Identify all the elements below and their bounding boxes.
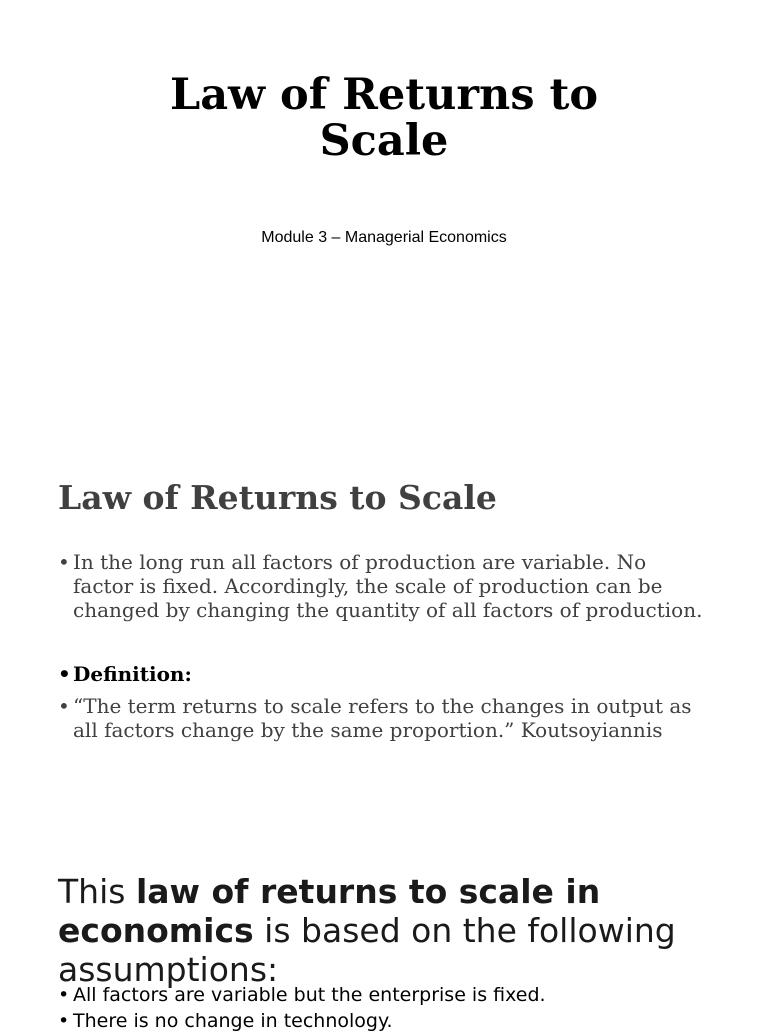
assumptions-list <box>58 984 738 1036</box>
assumption-text: There is no change in technology. <box>73 1010 393 1032</box>
assumption-item <box>58 984 738 1007</box>
bullet-definition-label <box>58 662 708 686</box>
bullet-dot: • <box>58 694 70 718</box>
slide-title <box>0 0 768 420</box>
slide-subtitle: Module 3 – Managerial Economics <box>261 229 507 246</box>
assumption-text: All factors are variable but the enterprise is fixed. <box>73 984 546 1006</box>
title-line-2: Scale <box>319 116 449 166</box>
heading-bold-text: law of returns to scale in economics <box>58 872 601 950</box>
definition-label: Definition: <box>73 662 192 686</box>
heading-text-2: is based on the following assumptions: <box>58 911 676 989</box>
slide2-title: Law of Returns to Scale <box>58 478 497 517</box>
bullet-long-run <box>58 550 708 622</box>
slide-title-heading <box>0 72 768 164</box>
quote-text: “The term returns to scale refers to the changes in output as all factors change by the same proportion.” Koutsoyiannis <box>73 694 692 742</box>
heading-text-1: This <box>58 872 136 911</box>
bullet-dot: • <box>58 1010 70 1032</box>
slide2-bullet-list <box>58 550 708 742</box>
slide-assumptions <box>0 860 768 1032</box>
title-line-1: Law of Returns to <box>169 70 599 120</box>
bullet-dot: • <box>58 662 71 686</box>
assumption-item <box>58 1010 738 1033</box>
bullet-text: In the long run all factors of production are variable. No factor is fixed. Accordingly, the scale of production can be changed by changing the quantity of all factors of production. <box>73 550 703 622</box>
slide3-heading <box>58 872 738 989</box>
slide-law-definition <box>0 470 768 830</box>
bullet-dot: • <box>58 984 70 1006</box>
bullet-dot: • <box>58 550 70 574</box>
bullet-quote <box>58 694 708 742</box>
